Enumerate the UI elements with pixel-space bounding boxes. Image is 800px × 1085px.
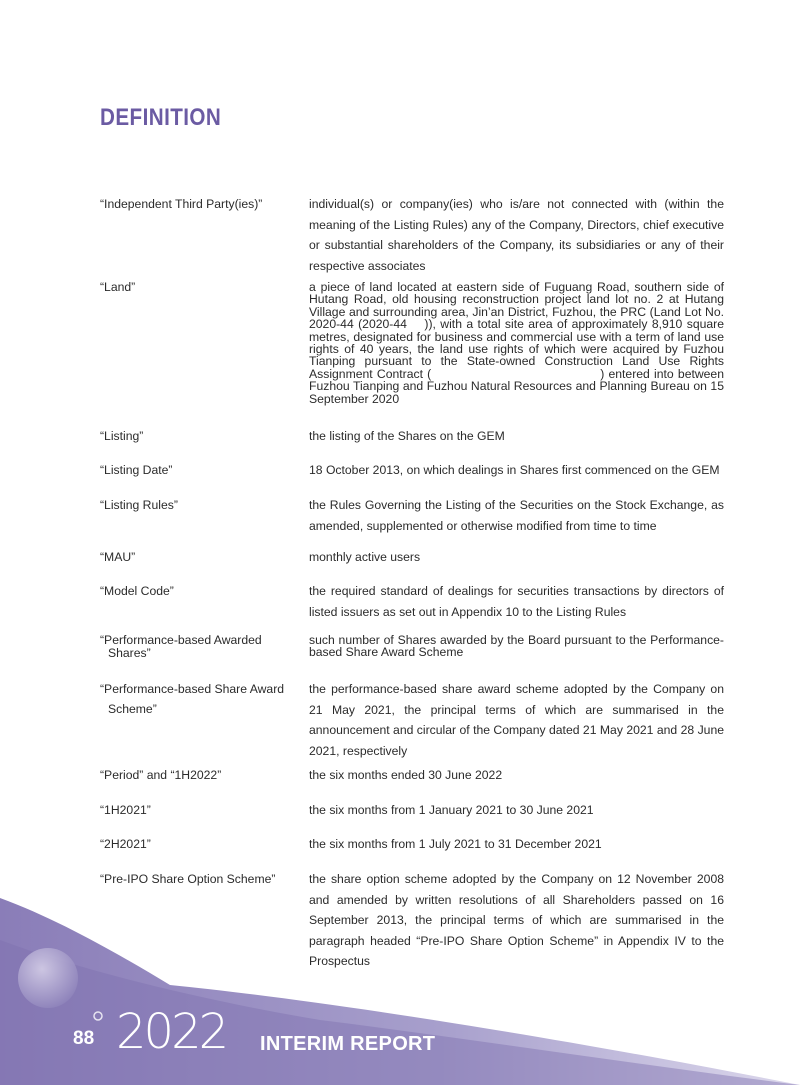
definition-text: monthly active users [309,550,421,564]
definition-term-line: Scheme” [108,702,157,716]
definition-term-line: “Performance-based Share Award [100,682,285,696]
page-number: 88 [73,1028,95,1049]
report-year: 2022 [116,1004,227,1060]
definition-text: the six months from 1 July 2021 to 31 December 2021 [309,837,602,851]
definition-term: “Land” [100,280,136,294]
definition-term: “Period” and “1H2022” [100,768,222,782]
definition-term: “MAU” [100,550,136,564]
definition-text: the six months ended 30 June 2022 [309,768,503,782]
definition-term [100,679,300,719]
report-title: INTERIM REPORT [260,1033,436,1055]
orb-decoration [18,948,78,1008]
definition-term: “Independent Third Party(ies)” [100,197,263,211]
definition-term: “1H2021” [100,803,151,817]
definition-term-line: Shares” [108,646,151,660]
definition-term-line: “Performance-based Awarded [100,633,262,647]
definition-text: the six months from 1 January 2021 to 30 June 2021 [309,803,594,817]
definition-term: “Listing Date” [100,463,173,477]
definition-term: “2H2021” [100,837,151,851]
definition-text: such number of Shares awarded by the Board pursuant to the Performance-based Share Award Scheme [309,633,724,660]
definition-text: a piece of land located at eastern side of Fuguang Road, southern side of Hutang Road, old housing reconstruction project land lot no. 2 at Hutang Village and surrounding area, Jin’an District, Fuzhou, the PRC (Land Lot No. 2020-44 (2020-44 )), with a total site area of approximately 8,910 square metres, designated for business and commercial use with a term of land use rights of 40 years, the land use rights of which were acquired by Fuzhou Tianping pursuant to the State-owned Construction Land Use Rights Assignment Contract ( ) entered into between Fuzhou Tianping and Fuzhou Natural Resources and Planning Bureau on 15 September 2020 [309,280,728,406]
definition-text: the required standard of dealings for securities transactions by directors of listed issuers as set out in Appendix 10 to the Listing Rules [309,584,724,619]
definition-text: 18 October 2013, on which dealings in Shares first commenced on the GEM [309,463,720,477]
definition-term: “Listing Rules” [100,498,178,512]
definition-text: the Rules Governing the Listing of the Securities on the Stock Exchange, as amended, supplemented or otherwise modified from time to time [309,498,724,533]
definition-text: the share option scheme adopted by the Company on 12 November 2008 and amended by written resolutions of all Shareholders passed on 16 September 2013, the principal terms of which are summarised in the paragraph headed “Pre-IPO Share Option Scheme” in Appendix IV to the Prospectus [309,872,724,968]
definition-term: “Model Code” [100,584,174,598]
definition-term: “Pre-IPO Share Option Scheme” [100,872,276,886]
page-title: DEFINITION [100,104,222,131]
definition-text: the performance-based share award scheme adopted by the Company on 21 May 2021, the principal terms of which are summarised in the announcement and circular of the Company dated 21 May 2021 and 28 June 2021, respectively [309,682,724,758]
definition-term [100,634,300,660]
definition-text: individual(s) or company(ies) who is/are not connected with (within the meaning of the Listing Rules) any of the Company, Directors, chief executive or substantial shareholders of the Company, its subsidiaries or any of their respective associates [309,197,724,273]
definition-term: “Listing” [100,429,144,443]
definition-text: the listing of the Shares on the GEM [309,429,505,443]
